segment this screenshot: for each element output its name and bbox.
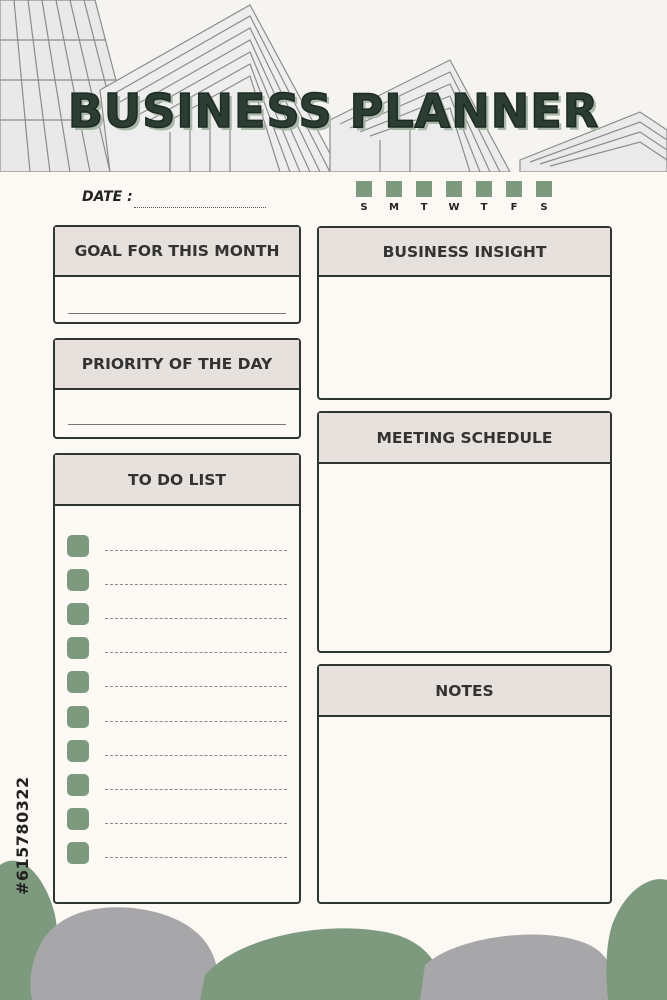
todo-item[interactable]	[67, 535, 287, 557]
todo-checkbox[interactable]	[67, 535, 89, 557]
todo-item[interactable]	[67, 706, 287, 728]
weekday-letter: S	[540, 202, 548, 213]
todo-item[interactable]	[67, 774, 287, 796]
todo-line[interactable]	[105, 652, 287, 653]
todo-checkbox[interactable]	[67, 569, 89, 591]
todo-item[interactable]	[67, 637, 287, 659]
priority-day-heading: PRIORITY OF THE DAY	[55, 340, 299, 390]
weekday-checkbox[interactable]	[356, 181, 372, 197]
todo-line[interactable]	[105, 755, 287, 756]
todo-checkbox[interactable]	[67, 808, 89, 830]
weekday-sunday[interactable]	[356, 181, 386, 213]
date-label: DATE :	[82, 189, 133, 205]
weekday-monday[interactable]	[386, 181, 416, 213]
weekday-checkbox[interactable]	[416, 181, 432, 197]
weekday-letter: T	[480, 202, 488, 213]
todo-item[interactable]	[67, 671, 287, 693]
weekday-tracker	[356, 181, 566, 213]
weekday-letter: T	[420, 202, 428, 213]
todo-item[interactable]	[67, 603, 287, 625]
todo-line[interactable]	[105, 823, 287, 824]
weekday-checkbox[interactable]	[446, 181, 462, 197]
weekday-thursday[interactable]	[476, 181, 506, 213]
weekday-friday[interactable]	[506, 181, 536, 213]
goal-month-line[interactable]	[68, 313, 286, 314]
stock-id-label: #615780322	[13, 776, 32, 895]
todo-checkbox[interactable]	[67, 706, 89, 728]
weekday-tuesday[interactable]	[416, 181, 446, 213]
priority-day-panel	[53, 338, 301, 439]
todo-checkbox[interactable]	[67, 603, 89, 625]
todo-line[interactable]	[105, 789, 287, 790]
todo-item[interactable]	[67, 569, 287, 591]
goal-month-panel	[53, 225, 301, 324]
notes-heading: NOTES	[319, 666, 610, 717]
meeting-schedule-panel[interactable]	[317, 411, 612, 653]
weekday-checkbox[interactable]	[386, 181, 402, 197]
todo-checkbox[interactable]	[67, 774, 89, 796]
weekday-saturday[interactable]	[536, 181, 566, 213]
weekday-checkbox[interactable]	[476, 181, 492, 197]
todo-heading: TO DO LIST	[55, 455, 299, 506]
todo-line[interactable]	[105, 686, 287, 687]
page-title: BUSINESS PLANNER	[67, 84, 600, 138]
todo-item[interactable]	[67, 740, 287, 762]
todo-line[interactable]	[105, 584, 287, 585]
todo-line[interactable]	[105, 721, 287, 722]
weekday-letter: S	[360, 202, 368, 213]
goal-month-heading: GOAL FOR THIS MONTH	[55, 227, 299, 277]
weekday-letter: M	[389, 202, 399, 213]
weekday-checkbox[interactable]	[506, 181, 522, 197]
todo-panel	[53, 453, 301, 904]
todo-checkbox[interactable]	[67, 740, 89, 762]
todo-checkbox[interactable]	[67, 671, 89, 693]
weekday-letter: W	[448, 202, 460, 213]
meeting-schedule-heading: MEETING SCHEDULE	[319, 413, 610, 464]
business-insight-panel[interactable]	[317, 226, 612, 400]
todo-line[interactable]	[105, 618, 287, 619]
priority-day-line[interactable]	[68, 424, 286, 425]
date-field[interactable]	[134, 207, 266, 208]
todo-checkbox[interactable]	[67, 637, 89, 659]
business-insight-heading: BUSINESS INSIGHT	[319, 228, 610, 277]
decorative-blobs	[0, 855, 667, 1000]
todo-item[interactable]	[67, 808, 287, 830]
todo-line[interactable]	[105, 550, 287, 551]
weekday-wednesday[interactable]	[446, 181, 476, 213]
weekday-checkbox[interactable]	[536, 181, 552, 197]
weekday-letter: F	[510, 202, 518, 213]
